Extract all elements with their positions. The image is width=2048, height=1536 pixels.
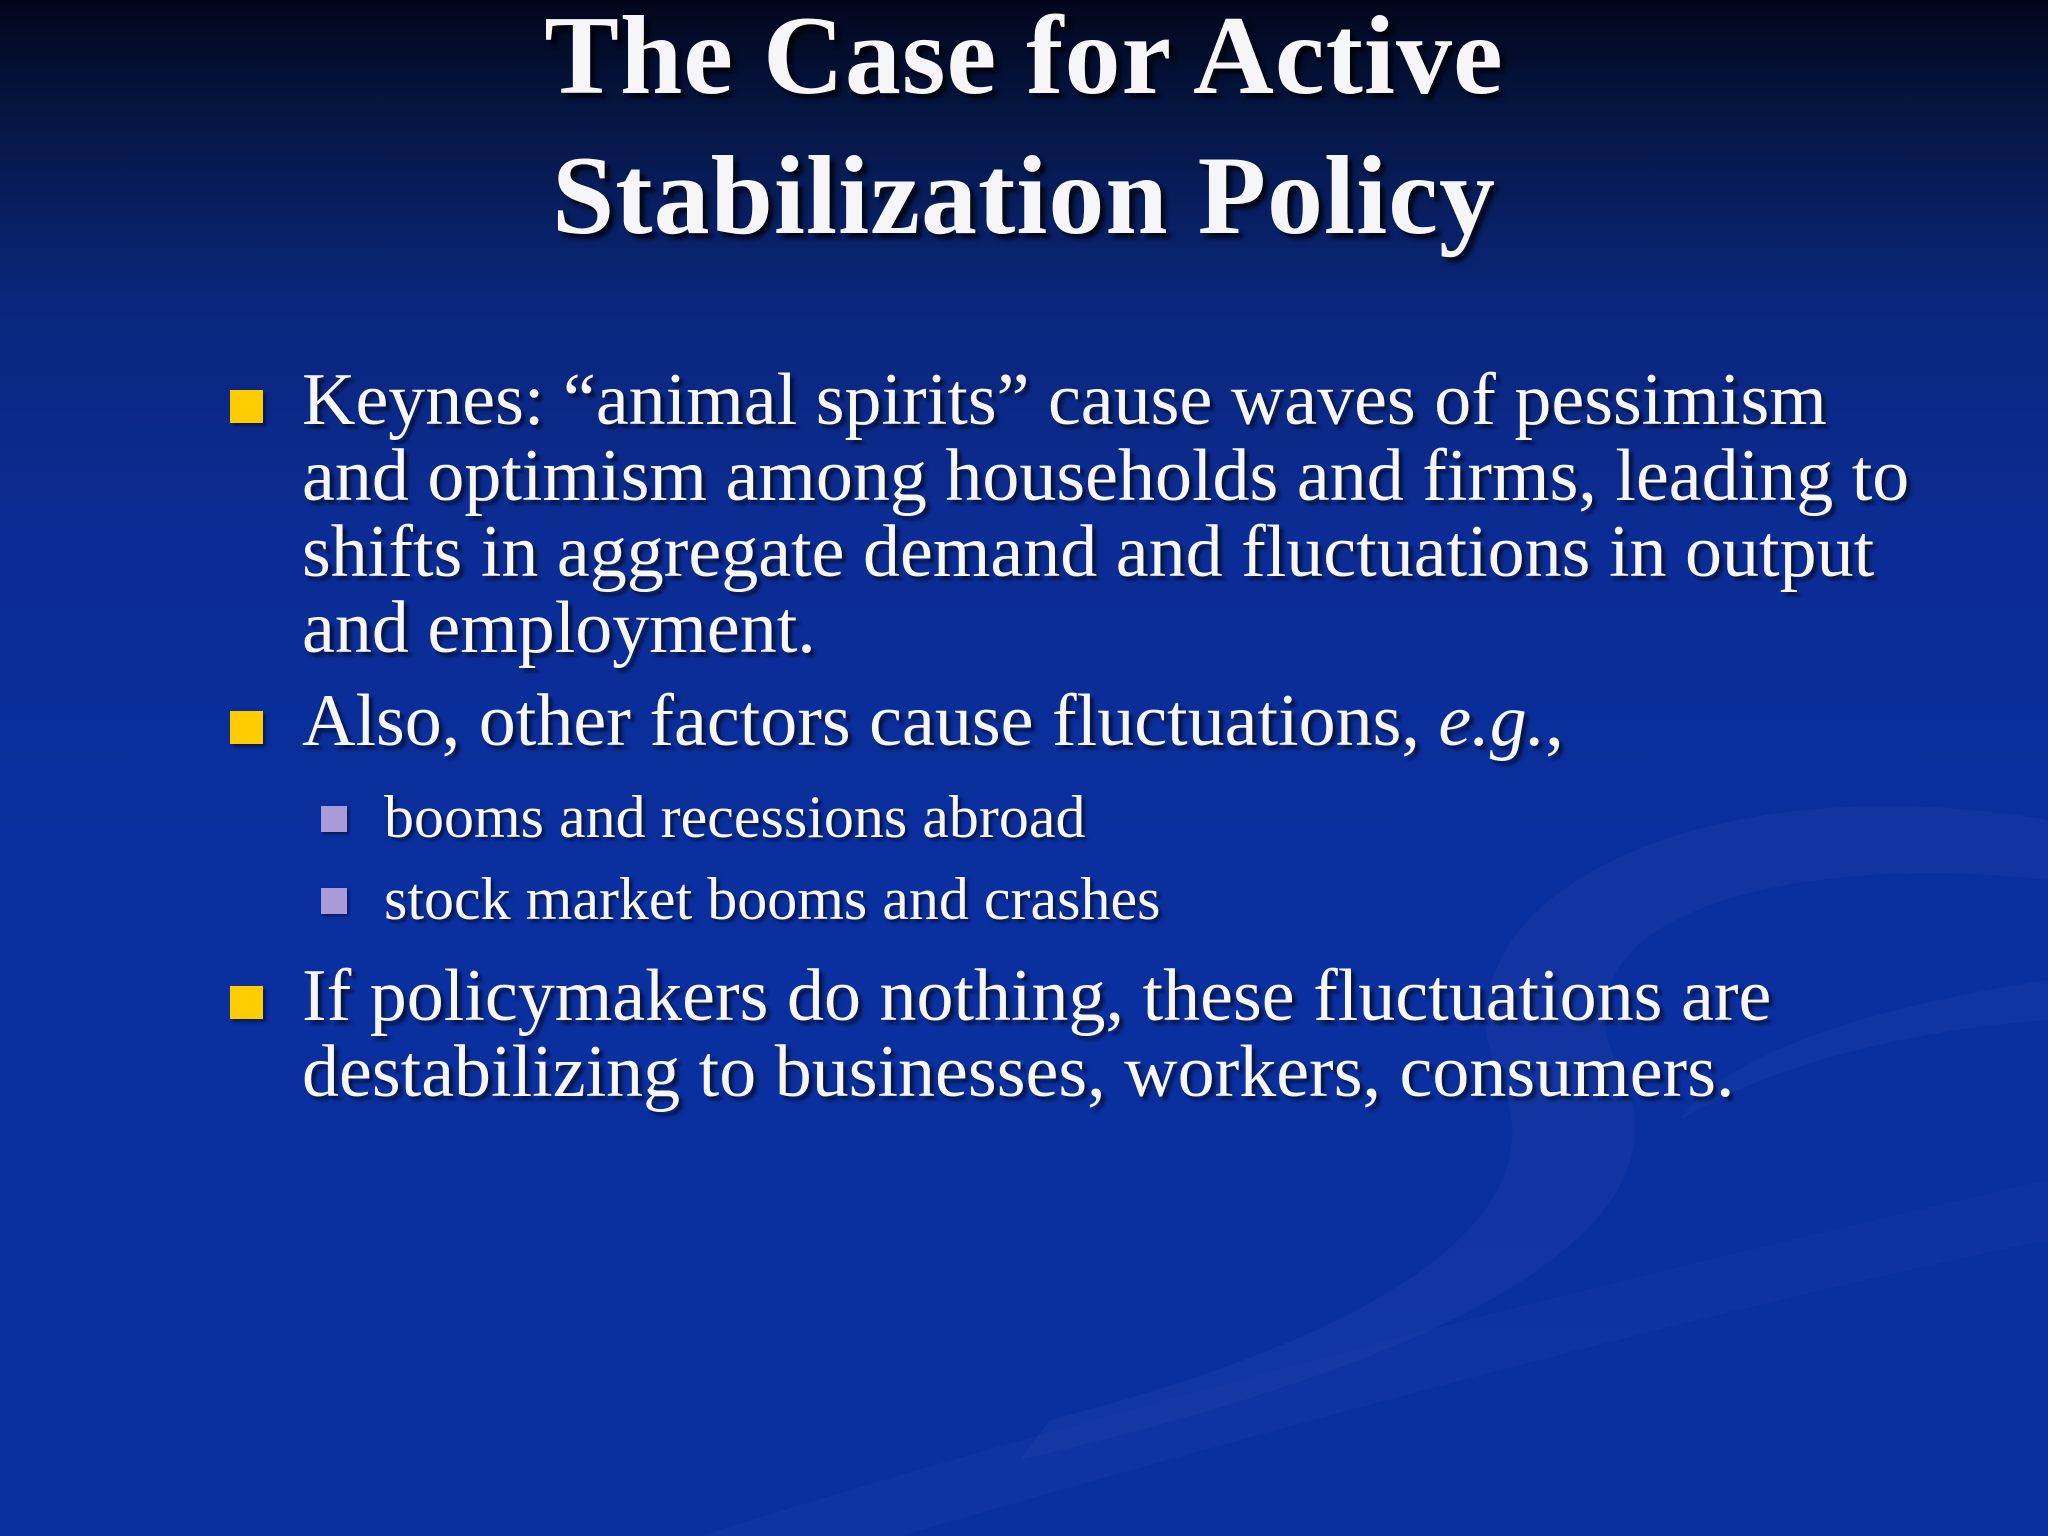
- square-sub-bullet-icon: [321, 888, 347, 914]
- square-bullet-icon: [230, 390, 263, 423]
- title-line-1: The Case for Active: [544, 0, 1504, 118]
- slide-title: [0, 0, 2048, 266]
- square-sub-bullet-icon: [321, 806, 347, 832]
- bullet-item-keynes: [228, 359, 1928, 669]
- bullet-item-policymakers: [228, 955, 1928, 1113]
- bullet-list: [228, 359, 1928, 1127]
- sub-bullet-item: [317, 776, 1928, 858]
- sub-bullet-text: stock market booms and crashes: [384, 866, 1161, 932]
- sub-bullet-text: booms and recessions abroad: [384, 784, 1086, 850]
- bullet-text-italic: e.g.: [1438, 680, 1546, 762]
- bullet-text: Keynes: “animal spirits” cause waves of pessimism and optimism among households and firms, leading to shifts in aggregate demand and fluctuations in output and employment.: [302, 359, 1910, 669]
- bullet-text: If policymakers do nothing, these fluctuations are destabilizing to businesses, workers, consumers.: [302, 955, 1772, 1113]
- bullet-text: Also, other factors cause fluctuations,: [302, 680, 1439, 762]
- bullet-item-other-factors: [228, 680, 1928, 762]
- square-bullet-icon: [230, 986, 263, 1019]
- sub-bullet-list: [228, 776, 1928, 940]
- sub-bullet-item: [317, 858, 1928, 940]
- bullet-text-suffix: ,: [1545, 680, 1564, 762]
- title-line-2: Stabilization Policy: [552, 134, 1496, 258]
- square-bullet-icon: [230, 711, 263, 744]
